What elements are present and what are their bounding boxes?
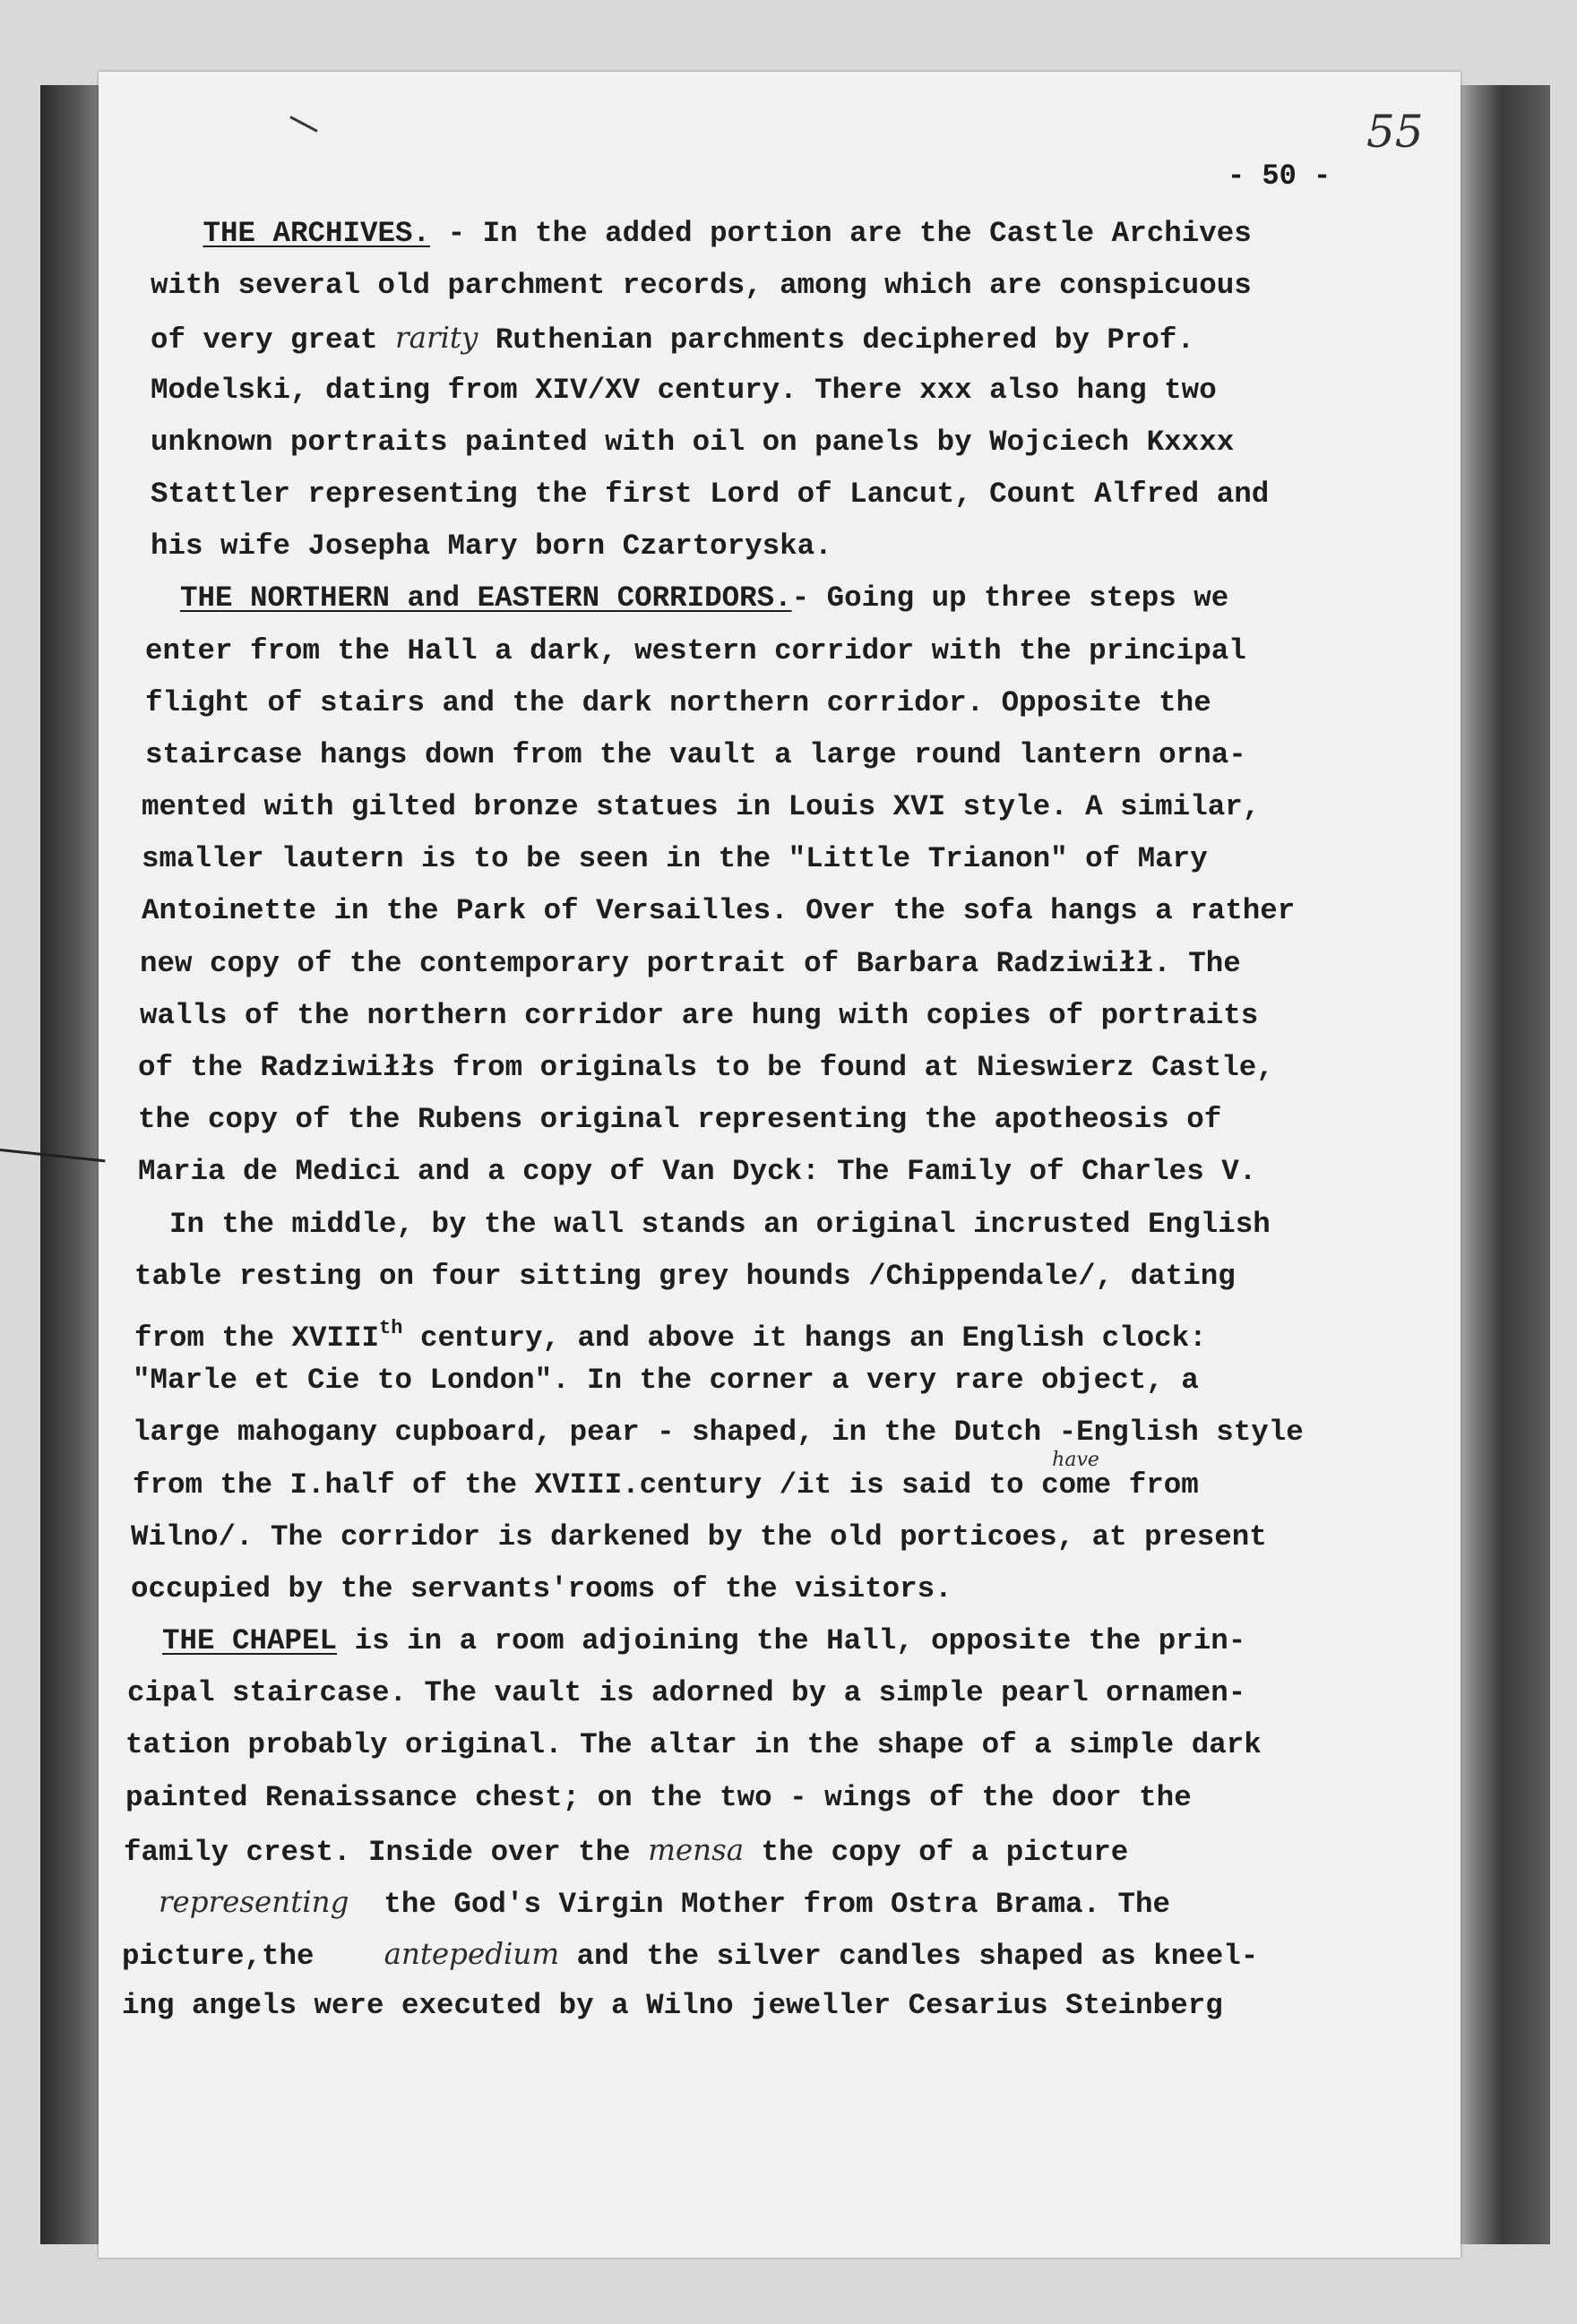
typed-text: the copy of the Rubens original representing the apotheosis of — [138, 1103, 1222, 1137]
typed-text: Maria de Medici and a copy of Van Dyck: The Family of Charles V. — [138, 1155, 1257, 1189]
handwritten-insertion: rarity — [395, 321, 478, 356]
page-number: - 50 - — [1228, 159, 1331, 193]
text-line — [140, 938, 1450, 990]
text-line — [151, 365, 1450, 417]
body-text — [122, 208, 1450, 2033]
typed-text: In the middle, by the wall stands an original incrusted English — [134, 1207, 1271, 1241]
handwritten-insertion: antepedium — [383, 1937, 560, 1972]
typed-text: flight of stairs and the dark northern corridor. Opposite the — [145, 685, 1211, 719]
typed-text: Wilno/. The corridor is darkened by the old porticoes, at present — [131, 1519, 1267, 1554]
typed-text: large mahogany cupboard, pear - shaped, in the Dutch -English style — [133, 1416, 1304, 1450]
corrected-word: come have — [1041, 1459, 1111, 1511]
typed-text: family crest. Inside over the — [124, 1835, 649, 1869]
text-line — [145, 677, 1450, 729]
text-line — [134, 1199, 1450, 1251]
typed-text: the God's Virgin Mother from Ostra Brama. The — [349, 1888, 1171, 1921]
typed-text: new copy of the contemporary portrait of Barbara Radziwiłł. The — [140, 946, 1241, 980]
typed-text: - In the added portion are the Castle Archives — [430, 217, 1252, 250]
text-line — [125, 1719, 1450, 1771]
text-line — [124, 1876, 1450, 1928]
text-line — [133, 1355, 1450, 1407]
text-line — [140, 990, 1450, 1042]
text-line — [133, 1407, 1450, 1459]
typed-text — [145, 581, 180, 615]
text-line — [138, 1042, 1450, 1094]
text-line — [134, 1303, 1450, 1355]
text-line — [145, 572, 1450, 624]
handwritten-folio-number: 55 — [1366, 106, 1424, 158]
section-heading: THE ARCHIVES. — [203, 217, 431, 250]
typed-text: ing angels were executed by a Wilno jeweller Cesarius Steinberg — [122, 1989, 1223, 2023]
typed-text: enter from the Hall a dark, western corridor with the principal — [145, 633, 1246, 667]
text-line — [127, 1667, 1450, 1719]
typed-text: Ruthenian parchments deciphered by Prof. — [478, 323, 1194, 357]
typed-text: century, and above it hangs an English clock: — [402, 1321, 1207, 1355]
text-line — [151, 469, 1450, 521]
typed-text: tation probably original. The altar in the shape of a simple dark — [125, 1728, 1262, 1762]
text-line — [133, 1448, 1450, 1511]
text-line — [138, 1094, 1450, 1146]
typed-text: is in a room adjoining the Hall, opposite the prin- — [337, 1624, 1246, 1658]
text-line — [145, 625, 1450, 677]
text-line — [142, 781, 1450, 833]
typed-text: from — [1111, 1468, 1199, 1502]
handwritten-insertion: have — [1052, 1448, 1099, 1471]
text-line — [151, 417, 1450, 469]
text-line — [134, 1251, 1450, 1303]
typed-text: of very great — [151, 323, 396, 357]
handwritten-insertion: mensa — [648, 1832, 745, 1867]
handwritten-insertion: representing — [159, 1885, 349, 1919]
typed-text: picture,the — [122, 1940, 384, 1974]
typed-text: his wife Josepha Mary born Czartoryska. — [151, 529, 832, 564]
text-line — [131, 1511, 1450, 1563]
superscript: th — [379, 1316, 403, 1339]
typed-text: mented with gilted bronze statues in Louis XVI style. A similar, — [142, 790, 1261, 824]
typed-text: Antoinette in the Park of Versailles. Over the sofa hangs a rather — [142, 894, 1296, 928]
typed-text — [127, 1624, 162, 1657]
text-line — [145, 729, 1450, 781]
text-line — [122, 1980, 1450, 2032]
typed-text: from the XVIII — [134, 1321, 380, 1355]
typed-text: of the Radziwiłłs from originals to be found at Nieswierz Castle, — [138, 1051, 1274, 1084]
typed-text: staircase hangs down from the vault a large round lantern orna- — [145, 737, 1246, 771]
typed-text: occupied by the servants'rooms of the visitors. — [131, 1571, 952, 1605]
typed-text: painted Renaissance chest; on the two - wings of the door the — [125, 1780, 1192, 1814]
typed-text: from the I.half of the XVIII.century /it is said to — [133, 1468, 1042, 1502]
typed-text: Modelski, dating from XIV/XV century. There xxx also hang two — [151, 373, 1217, 407]
typed-text: and the silver candles shaped as kneel- — [559, 1940, 1259, 1974]
typed-text: table resting on four sitting grey hounds /Chippendale/, dating — [134, 1259, 1236, 1293]
typed-text: Stattler representing the first Lord of Lancut, Count Alfred and — [151, 477, 1270, 511]
text-line — [125, 1772, 1450, 1824]
typed-text: - Going up three steps we — [791, 581, 1229, 615]
text-line — [142, 833, 1450, 885]
text-line — [124, 1824, 1450, 1876]
text-line — [151, 208, 1450, 260]
typed-text: cipal staircase. The vault is adorned by a simple pearl ornamen- — [127, 1676, 1246, 1710]
typed-text: "Marle et Cie to London". In the corner a very rare object, a — [133, 1364, 1199, 1398]
text-line — [151, 521, 1450, 572]
section-heading: THE CHAPEL — [162, 1624, 338, 1658]
typed-text: with several old parchment records, among which are conspicuous — [151, 269, 1252, 303]
typed-text: unknown portraits painted with oil on panels by Wojciech Kxxxx — [151, 425, 1235, 459]
text-line — [131, 1563, 1450, 1615]
typed-text: the copy of a picture — [744, 1835, 1129, 1869]
text-line — [151, 312, 1450, 364]
typed-text: smaller lautern is to be seen in the "Little Trianon" of Mary — [142, 842, 1208, 876]
typed-text — [151, 217, 203, 250]
section-heading: THE NORTHERN and EASTERN CORRIDORS. — [180, 581, 792, 615]
text-line — [142, 885, 1450, 937]
text-line — [138, 1146, 1450, 1198]
typed-text — [124, 1888, 159, 1921]
text-line — [127, 1615, 1450, 1667]
text-line — [151, 260, 1450, 312]
text-line — [122, 1928, 1450, 1980]
typed-text: walls of the northern corridor are hung with copies of portraits — [140, 998, 1259, 1032]
